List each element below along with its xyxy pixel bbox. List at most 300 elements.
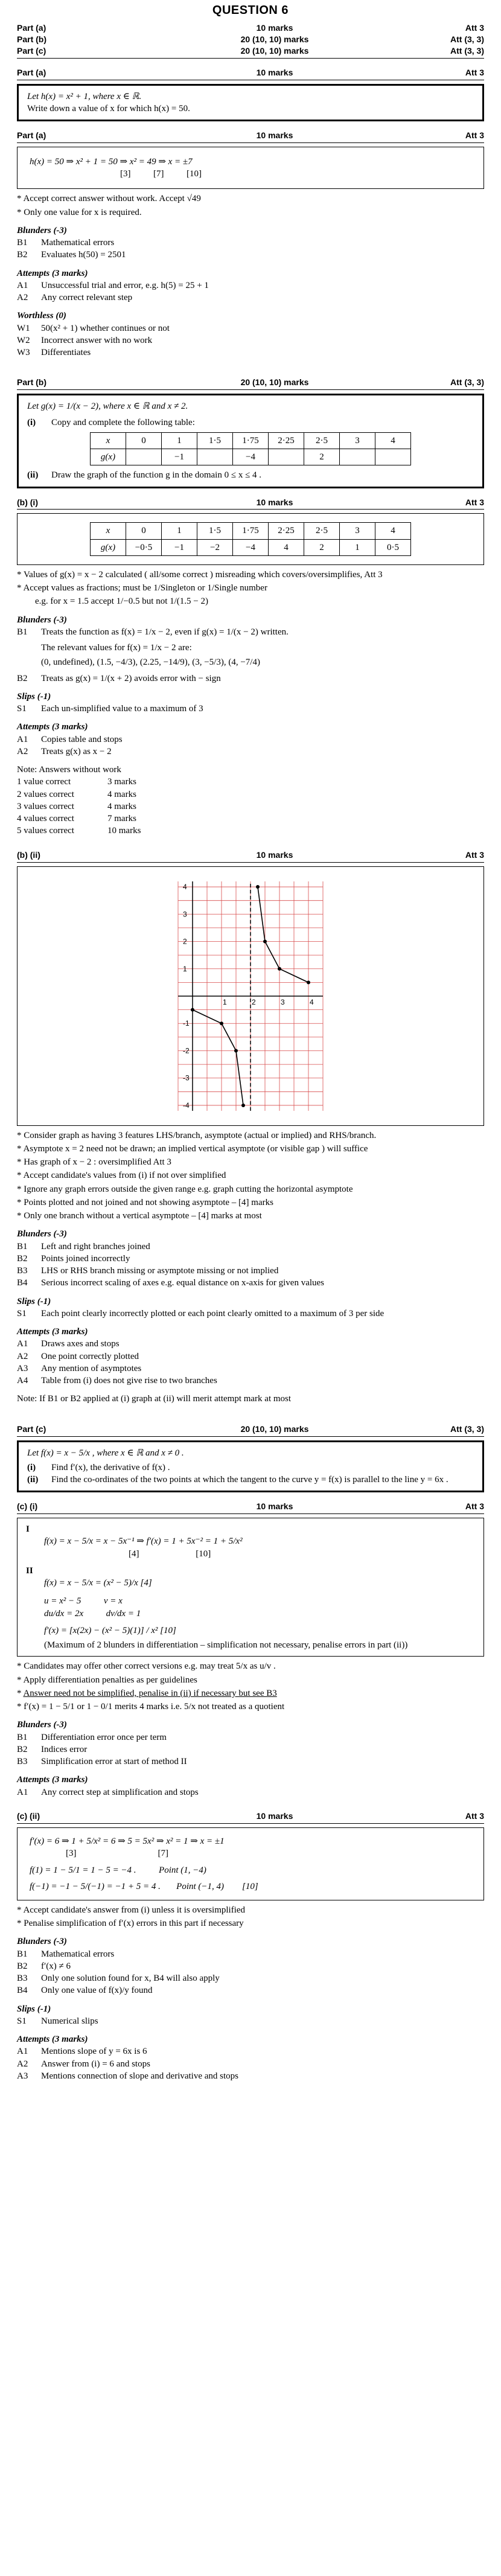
summary-marks: 20 (10, 10) marks	[240, 45, 309, 56]
note-row	[17, 801, 484, 813]
note-marks: 4 marks	[107, 801, 136, 811]
page-title: QUESTION 6	[212, 4, 289, 17]
y-tick-label: -3	[183, 1073, 190, 1082]
bullet-text: Only one value for x is required.	[24, 207, 142, 217]
solution-box	[17, 1518, 484, 1657]
code-text: Indices error	[41, 1744, 88, 1754]
bullet-text: Has graph of x − 2 : oversimplified Att 3	[24, 1157, 171, 1168]
bullet-text: Penalise simplification of f′(x) errors in this part if necessary	[24, 1919, 244, 1929]
header-part: (b) (i)	[17, 497, 38, 507]
code: B1	[17, 1732, 28, 1742]
y-tick-label: 4	[183, 882, 187, 891]
question-box	[17, 84, 484, 122]
code-row	[17, 1756, 484, 1768]
table-cell: 4	[269, 539, 304, 555]
bullet-text: Apply differentiation penalties as per guidelines	[23, 1675, 197, 1685]
table-cell: 0·5	[375, 539, 411, 555]
code-row	[17, 280, 484, 292]
summary-marks: 20 (10, 10) marks	[240, 34, 309, 44]
sub-number: (i)	[27, 1462, 36, 1472]
table-cell: 2·5	[304, 523, 340, 539]
series-line	[193, 1009, 243, 1105]
graph-wrap	[26, 875, 475, 1117]
bullet-text: Accept values as fractions; must be 1/Singleton or 1/Single number	[23, 583, 267, 593]
sub-number: (ii)	[27, 470, 39, 481]
code: B1	[17, 1241, 28, 1251]
header-part: (c) (ii)	[17, 1811, 40, 1821]
header-att: Att 3	[465, 1811, 484, 1821]
code: A4	[17, 1376, 28, 1386]
code-row	[17, 1786, 484, 1798]
code-row	[17, 1253, 484, 1265]
code: W2	[17, 335, 30, 345]
bullet-text: Ignore any graph errors outside the given range e.g. graph cutting the horizontal asymptote	[24, 1184, 353, 1194]
table-cell: 1·75	[233, 523, 269, 539]
header-part: Part (b)	[17, 377, 46, 388]
code-text: Any correct relevant step	[41, 293, 133, 303]
code: B1	[17, 1949, 28, 1959]
x-tick-label: 2	[252, 997, 256, 1006]
header-att: Att 3	[465, 130, 484, 141]
y-tick-label: -2	[183, 1046, 190, 1055]
header-part: Part (a)	[17, 130, 46, 141]
table-cell: −4	[233, 539, 269, 555]
code-text: Mentions slope of y = 6x is 6	[41, 2047, 147, 2057]
code-text: Mentions connection of slope and derivative and stops	[41, 2071, 239, 2081]
code-row	[17, 347, 484, 359]
code-text: Each un-simplified value to a maximum of 3	[41, 704, 203, 714]
code-row	[17, 2070, 484, 2082]
header-att: Att 3	[465, 497, 484, 507]
note-row	[17, 776, 484, 788]
code-row	[17, 1265, 484, 1277]
header-att: Att (3, 3)	[450, 1424, 484, 1434]
header-part: (c) (i)	[17, 1501, 38, 1512]
code-text: Draws axes and stops	[41, 1339, 120, 1349]
solution-marks: [3] [7]	[66, 1849, 168, 1859]
code-row	[17, 1984, 484, 1996]
note-value: 2 values correct	[17, 789, 74, 799]
solution-line: f′(x) = [x(2x) − (x² − 5)(1)] / x² [10]	[44, 1625, 176, 1635]
code-row	[17, 249, 484, 261]
method-label: II	[26, 1565, 33, 1576]
bullet-text: e.g. for x = 1.5 accept 1/−0.5 but not 1/(1.5 − 2)	[35, 596, 208, 607]
header-marks: 10 marks	[256, 849, 293, 860]
data-point	[278, 967, 281, 970]
summary-att: Att 3	[465, 23, 484, 33]
table-cell: 1·5	[197, 432, 233, 449]
section-header	[17, 1424, 484, 1437]
bullet-item: * Only one value for x is required.	[17, 207, 142, 217]
table-cell: 1	[162, 432, 197, 449]
question-sub	[27, 1462, 474, 1474]
blunders-title: Blunders (-3)	[17, 615, 67, 625]
slips-title: Slips (-1)	[17, 2004, 51, 2014]
note-marks: 3 marks	[107, 777, 136, 787]
bullet-item: * Consider graph as having 3 features LHS/branch, asymptote (actual or implied) and RHS/branch.	[17, 1130, 377, 1140]
solution-line: h(x) = 50 ⇒ x² + 1 = 50 ⇒ x² = 49 ⇒ x = ±7	[30, 156, 193, 167]
code	[17, 642, 41, 654]
part-bi-solution	[17, 497, 484, 837]
y-tick-label: 1	[183, 964, 187, 973]
solution-line: u = x² − 5 v = x	[44, 1596, 123, 1606]
code-row	[17, 1363, 484, 1375]
code: W1	[17, 323, 30, 333]
x-tick-label: 4	[310, 997, 314, 1006]
header-att: Att 3	[465, 67, 484, 77]
question-table	[90, 432, 411, 466]
code-text: The relevant values for f(x) = 1/x − 2 are:	[41, 643, 192, 653]
code: A2	[17, 2059, 28, 2069]
data-point	[307, 980, 310, 984]
code: S1	[17, 1308, 27, 1318]
data-point	[263, 939, 267, 943]
table-cell: 0	[126, 523, 162, 539]
section-header	[17, 497, 484, 510]
sub-text: Find the co-ordinates of the two points at which the tangent to the curve y = f(x) is parallel to the line y = 6x .	[51, 1475, 448, 1485]
solution-line: f(x) = x − 5/x = x − 5x⁻¹ ⇒ f′(x) = 1 + 5x⁻² = 1 + 5/x²	[44, 1536, 243, 1547]
header-marks: 10 marks	[256, 130, 293, 141]
question-box	[17, 1440, 484, 1493]
header-att: Att 3	[465, 1501, 484, 1512]
table-cell: −0·5	[126, 539, 162, 555]
code: S1	[17, 704, 27, 714]
bullet-item: * Values of g(x) = x − 2 calculated ( all/some correct ) misreading which covers/oversimplifies, Att 3	[17, 569, 383, 580]
code-text: (0, undefined), (1.5, −4/3), (2.25, −14/9), (3, −5/3), (4, −7/4)	[41, 657, 260, 668]
code: B2	[17, 1961, 28, 1971]
table-cell: x	[91, 523, 126, 539]
bullet-item: * Penalise simplification of f′(x) errors in this part if necessary	[17, 1919, 244, 1929]
code-text: Mathematical errors	[41, 238, 115, 248]
code-text: Differentiates	[41, 348, 91, 358]
slips-title: Slips (-1)	[17, 691, 51, 702]
part-c-question	[17, 1424, 484, 1493]
table-cell	[269, 449, 304, 465]
graph-box	[17, 866, 484, 1126]
code: A2	[17, 1351, 28, 1361]
code-row	[17, 1308, 484, 1320]
header-marks: 20 (10, 10) marks	[240, 1424, 309, 1434]
code-text: Serious incorrect scaling of axes e.g. equal distance on x-axis for given values	[41, 1278, 325, 1288]
blunders-title: Blunders (-3)	[17, 1720, 67, 1730]
note-value: 4 values correct	[17, 814, 74, 824]
question-sub	[27, 469, 474, 481]
code-text: Simplification error at start of method II	[41, 1757, 187, 1767]
header-marks: 10 marks	[256, 67, 293, 77]
section-header	[17, 67, 484, 80]
table-cell: 3	[340, 432, 375, 449]
blunders-title: Blunders (-3)	[17, 1229, 67, 1239]
method-label: I	[26, 1524, 30, 1535]
table-cell: −2	[197, 539, 233, 555]
code-row	[17, 656, 484, 668]
bullet-text: Answer need not be simplified, penalise in (ii) if necessary but see B3	[23, 1688, 277, 1698]
table-cell: x	[91, 432, 126, 449]
code: B1	[17, 238, 28, 248]
sub-number: (ii)	[27, 1475, 39, 1485]
code-row	[17, 673, 484, 685]
y-tick-label: -1	[183, 1018, 190, 1028]
code-text: Treats g(x) as x − 2	[41, 746, 112, 756]
solution-box	[17, 147, 484, 190]
bullet-item: * Accept values as fractions; must be 1/Singleton or 1/Single number	[17, 583, 267, 593]
code-row	[17, 322, 484, 334]
code-text: Mathematical errors	[41, 1949, 115, 1959]
code-text: Evaluates h(50) = 2501	[41, 250, 126, 260]
data-point	[234, 1049, 238, 1052]
table-cell: 4	[375, 432, 411, 449]
table-cell: g(x)	[91, 539, 126, 555]
code: A2	[17, 746, 28, 756]
bullet-text: Consider graph as having 3 features LHS/branch, asymptote (actual or implied) and RHS/branch.	[24, 1130, 377, 1140]
code-row	[17, 334, 484, 347]
summary-marks: 10 marks	[256, 23, 293, 33]
header-marks: 10 marks	[256, 1811, 293, 1821]
code: B4	[17, 1278, 28, 1288]
code-row	[17, 703, 484, 715]
solution-marks: [4] [10]	[129, 1548, 211, 1559]
table-cell: −1	[162, 539, 197, 555]
bullet-text: Accept candidate's values from (i) if not over simplified	[23, 1171, 226, 1181]
function-graph	[172, 875, 329, 1117]
code-row	[17, 1948, 484, 1960]
summary-block	[17, 22, 484, 59]
code-text: Points joined incorrectly	[41, 1253, 130, 1264]
code-row	[17, 1972, 484, 1984]
sub-text: Find f′(x), the derivative of f(x) .	[51, 1462, 170, 1472]
table-row	[91, 539, 411, 555]
table-cell: 2	[304, 539, 340, 555]
table-row	[91, 432, 411, 449]
attempts-title: Attempts (3 marks)	[17, 722, 88, 732]
code-text: Treats the function as f(x) = 1/x − 2, even if g(x) = 1/(x − 2) written.	[41, 627, 289, 637]
section-header	[17, 377, 484, 390]
code	[17, 656, 41, 668]
attempts-title: Attempts (3 marks)	[17, 268, 88, 278]
code: A1	[17, 734, 28, 744]
header-att: Att (3, 3)	[450, 377, 484, 388]
bullet-item: * Apply differentiation penalties as per guidelines	[17, 1675, 197, 1685]
part-ci-solution	[17, 1501, 484, 1798]
solution-box	[17, 1827, 484, 1900]
solution-line: du/dx = 2x dv/dx = 1	[44, 1608, 141, 1619]
table-cell: g(x)	[91, 449, 126, 465]
code-row	[17, 1277, 484, 1289]
code-text: LHS or RHS branch missing or asymptote missing or not implied	[41, 1266, 279, 1276]
worthless-title: Worthless (0)	[17, 311, 66, 321]
code: B2	[17, 250, 28, 260]
code-row	[17, 1241, 484, 1253]
code-text: Treats as g(x) = 1/(x + 2) avoids error with − sign	[41, 673, 221, 683]
note-marks: 4 marks	[107, 789, 136, 799]
solution-line: f(−1) = −1 − 5/(−1) = −1 + 5 = 4 . Point (−1, 4) [10]	[30, 1881, 258, 1891]
code: B3	[17, 1266, 28, 1276]
y-tick-label: 2	[183, 937, 187, 946]
code-row	[17, 1375, 484, 1387]
header-part: Part (a)	[17, 67, 46, 77]
code: B1	[17, 627, 28, 637]
code-row	[17, 2015, 484, 2027]
bullet-text: Values of g(x) = x − 2 calculated ( all/some correct ) misreading which covers/oversimplifies, Att 3	[23, 569, 383, 580]
code-row	[17, 2058, 484, 2070]
marking-scheme-page	[0, 2, 501, 2082]
question-text: Let h(x) = x² + 1, where x ∈ ℝ.	[27, 91, 142, 101]
summary-row	[17, 34, 484, 45]
table-cell: 2·25	[269, 523, 304, 539]
code-row	[17, 642, 484, 654]
code: A2	[17, 293, 28, 303]
section-header	[17, 130, 484, 143]
table-cell: 3	[340, 523, 375, 539]
table-cell	[375, 449, 411, 465]
code: B2	[17, 673, 28, 683]
code: B2	[17, 1744, 28, 1754]
header-att: Att 3	[465, 849, 484, 860]
code-row	[17, 2045, 484, 2057]
bullet-text: Only one branch without a vertical asymptote – [4] marks at most	[24, 1211, 262, 1221]
question-text: Write down a value of x for which h(x) = 50.	[27, 103, 190, 113]
question-box	[17, 394, 484, 488]
bullet-item: * Has graph of x − 2 : oversimplified Att 3	[17, 1157, 171, 1168]
solution-marks: [3] [7] [10]	[120, 169, 202, 179]
bullet-item	[35, 595, 484, 607]
code-text: Answer from (i) = 6 and stops	[41, 2059, 150, 2069]
code-text: Unsuccessful trial and error, e.g. h(5) = 25 + 1	[41, 280, 209, 290]
section-header	[17, 849, 484, 863]
answer-table	[90, 522, 411, 556]
part-cii-solution	[17, 1811, 484, 2082]
code-text: Each point clearly incorrectly plotted or each point clearly omitted to a maximum of 3 per side	[41, 1308, 385, 1318]
code: A1	[17, 1339, 28, 1349]
table-cell: 0	[126, 432, 162, 449]
section-header	[17, 1811, 484, 1824]
note-row	[17, 825, 484, 837]
code: A1	[17, 1787, 28, 1797]
code: A1	[17, 2047, 28, 2057]
summary-att: Att (3, 3)	[450, 45, 484, 56]
slips-title: Slips (-1)	[17, 1296, 51, 1306]
question-text: Let f(x) = x − 5/x , where x ∈ ℝ and x ≠ 0 .	[27, 1448, 184, 1458]
code: A3	[17, 1363, 28, 1373]
question-sub	[27, 417, 474, 429]
question-text: Let g(x) = 1/(x − 2), where x ∈ ℝ and x ≠ 2.	[27, 401, 188, 412]
code: W3	[17, 348, 30, 358]
table-cell: −1	[162, 449, 197, 465]
header-part: Part (c)	[17, 1424, 46, 1434]
code-text: f′(x) ≠ 6	[41, 1961, 71, 1971]
code: A1	[17, 280, 28, 290]
series-line	[258, 887, 308, 982]
attempts-title: Attempts (3 marks)	[17, 1327, 88, 1337]
bullet-item: * Asymptote x = 2 need not be drawn; an implied vertical asymptote (or visible gap ) will suffice	[17, 1143, 368, 1154]
code-row	[17, 1960, 484, 1972]
summary-att: Att (3, 3)	[450, 34, 484, 44]
code-text: One point correctly plotted	[41, 1351, 139, 1361]
header-marks: 10 marks	[256, 1501, 293, 1512]
note-marks: 10 marks	[107, 826, 141, 836]
y-tick-label: 3	[183, 909, 187, 918]
solution-note: (Maximum of 2 blunders in differentiation – simplification not necessary, penalise errors in part (ii))	[44, 1640, 408, 1651]
data-point	[191, 1008, 194, 1011]
code-text: Numerical slips	[41, 2016, 98, 2026]
y-tick-label: -4	[183, 1101, 190, 1110]
summary-part: Part (c)	[17, 45, 46, 56]
table-row	[91, 523, 411, 539]
bullet-text: f′(x) = 1 − 5/1 or 1 − 0/1 merits 4 marks i.e. 5/x not treated as a quotient	[24, 1702, 285, 1712]
header-part: (b) (ii)	[17, 849, 40, 860]
sub-text: Copy and complete the following table:	[51, 417, 195, 427]
table-cell: 2·5	[304, 432, 340, 449]
code: S1	[17, 2016, 27, 2026]
header-marks: 10 marks	[256, 497, 293, 507]
solution-line: f(1) = 1 − 5/1 = 1 − 5 = −4 . Point (1, −4)	[30, 1865, 206, 1876]
summary-row	[17, 22, 484, 34]
code: A3	[17, 2071, 28, 2081]
note-row	[17, 813, 484, 825]
bullet-text: Accept correct answer without work. Accept √49	[23, 194, 201, 204]
section-header	[17, 1501, 484, 1514]
question-sub	[27, 1474, 474, 1486]
data-point	[241, 1104, 245, 1107]
code-text: Incorrect answer with no work	[41, 335, 153, 345]
table-cell: 4	[375, 523, 411, 539]
x-tick-label: 3	[281, 997, 285, 1006]
bullet-text: Accept candidate's answer from (i) unless it is oversimplified	[23, 1905, 246, 1915]
part-a-question	[17, 67, 484, 121]
code-row	[17, 1338, 484, 1350]
code: B3	[17, 1757, 28, 1767]
bullet-text: Asymptote x = 2 need not be drawn; an implied vertical asymptote (or visible gap ) will suffice	[23, 1143, 368, 1154]
code-row	[17, 1350, 484, 1363]
table-cell	[340, 449, 375, 465]
code-row	[17, 746, 484, 758]
summary-part: Part (b)	[17, 34, 46, 44]
solution-line: f′(x) = 6 ⇒ 1 + 5/x² = 6 ⇒ 5 = 5x² ⇒ x² = 1 ⇒ x = ±1	[30, 1836, 225, 1846]
sub-text: Draw the graph of the function g in the domain 0 ≤ x ≤ 4 .	[51, 470, 262, 481]
data-point	[256, 885, 260, 889]
solution-box	[17, 513, 484, 565]
code-row	[17, 1731, 484, 1743]
note-title: Note: Answers without work	[17, 765, 121, 775]
x-tick-label: 1	[223, 997, 227, 1006]
code-text: Left and right branches joined	[41, 1241, 150, 1251]
summary-row	[17, 45, 484, 57]
bullet-item: * Accept candidate's values from (i) if not over simplified	[17, 1171, 226, 1181]
solution-line: f(x) = x − 5/x = (x² − 5)/x [4]	[44, 1578, 152, 1588]
data-point	[220, 1021, 223, 1025]
part-a-solution	[17, 130, 484, 359]
table-cell	[126, 449, 162, 465]
bullet-item: * Candidates may offer other correct versions e.g. may treat 5/x as u/v .	[17, 1661, 276, 1672]
code-row	[17, 237, 484, 249]
part-bii-solution	[17, 849, 484, 1405]
bullet-item: * Points plotted and not joined and not showing asymptote – [4] marks	[17, 1197, 273, 1207]
code: B2	[17, 1253, 28, 1264]
code-text: 50(x² + 1) whether continues or not	[41, 323, 170, 333]
table-cell: 1	[340, 539, 375, 555]
table-row	[91, 449, 411, 465]
code-row	[17, 733, 484, 746]
table-cell	[197, 449, 233, 465]
bullet-text: Candidates may offer other correct versions e.g. may treat 5/x as u/v .	[24, 1661, 276, 1672]
code-text: Differentiation error once per term	[41, 1732, 167, 1742]
note-row	[17, 788, 484, 801]
sub-number: (i)	[27, 417, 36, 427]
code-text: Any correct step at simplification and stops	[41, 1787, 199, 1797]
code-row	[17, 626, 484, 638]
table-cell: −4	[233, 449, 269, 465]
note-value: 3 values correct	[17, 801, 74, 811]
